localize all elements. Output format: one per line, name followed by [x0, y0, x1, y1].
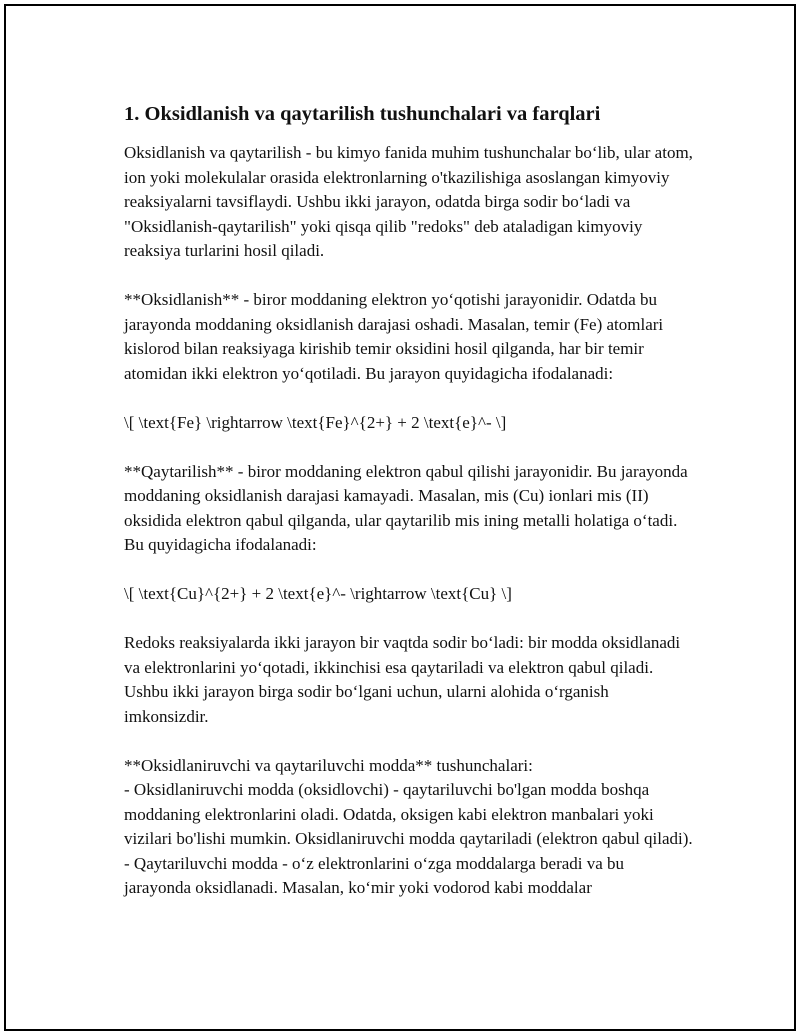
blank-line	[124, 386, 694, 411]
paragraph-oxidation: **Oksidlanish** - biror moddaning elektron yo‘qotishi jarayonidir. Odatda bu jarayonda moddaning oksidlanish darajasi oshadi. Masalan, temir (Fe) atomlari kislorod bilan reaksiyaga kirishib temir oksidini hosil qilganda, har bir temir atomidan ikki elektron yo‘qotiladi. Bu jarayon quyidagicha ifodalanadi:	[124, 290, 664, 383]
paragraph-redox: Redoks reaksiyalarda ikki jarayon bir vaqtda sodir bo‘ladi: bir modda oksidlanadi va elektronlarini yo‘qotadi, ikkinchisi esa qaytariladi va elektron qabul qiladi. Ushbu ikki jarayon birga sodir bo‘lgani uchun, ularni alohida o‘rganish imkonsizdir.	[124, 633, 681, 726]
paragraph-intro: Oksidlanish va qaytarilish - bu kimyo fanida muhim tushunchalar bo‘lib, ular atom, ion yoki molekulalar orasida elektronlarning o'tkazilishiga asoslangan kimyoviy reaksiyalarni tavsiflaydi. Ushbu ikki jarayon, odatda birga sodir bo‘ladi va "Oksidlanish-qaytarilish" yoki qisqa qilib "redoks" deb ataladigan kimyoviy reaksiya turlarini hosil qiladi.	[124, 143, 693, 260]
blank-line	[124, 607, 694, 632]
paragraph-agents-heading: **Oksidlaniruvchi va qaytariluvchi modda** tushunchalari:	[124, 755, 533, 775]
blank-line	[124, 435, 694, 460]
list-item-oxidizing-agent: - Oksidlaniruvchi modda (oksidlovchi) - qaytariluvchi bo'lgan modda boshqa moddaning elektronlarini oladi. Odatda, oksigen kabi elektron manbalari yoki vizilari bo'lishi mumkin. Oksidlaniruvchi modda qaytariladi (elektron qabul qiladi).	[124, 780, 693, 848]
equation-oxidation: \[ \text{Fe} \rightarrow \text{Fe}^{2+} + 2 \text{e}^- \]	[124, 412, 507, 432]
blank-line	[124, 729, 694, 754]
page-frame	[4, 4, 796, 1031]
blank-line	[124, 558, 694, 583]
document-title: 1. Oksidlanish va qaytarilish tushunchalari va farqlari	[124, 103, 601, 125]
paragraph-reduction: **Qaytarilish** - biror moddaning elektron qabul qilishi jarayonidir. Bu jarayonda moddaning oksidlanish darajasi kamayadi. Masalan, mis (Cu) ionlari mis (II) oksidida elektron qabul qilganda, ular qaytarilib mis ining metalli holatiga o‘tadi. Bu quyidagicha ifodalanadi:	[124, 461, 688, 554]
list-item-reducing-agent: - Qaytariluvchi modda - o‘z elektronlarini o‘zga moddalarga beradi va bu jarayonda oksidlanadi. Masalan, ko‘mir yoki vodorod kabi moddalar	[124, 853, 625, 897]
document-body	[124, 100, 694, 901]
equation-reduction: \[ \text{Cu}^{2+} + 2 \text{e}^- \rightarrow \text{Cu} \]	[124, 584, 512, 603]
blank-line	[124, 264, 694, 289]
